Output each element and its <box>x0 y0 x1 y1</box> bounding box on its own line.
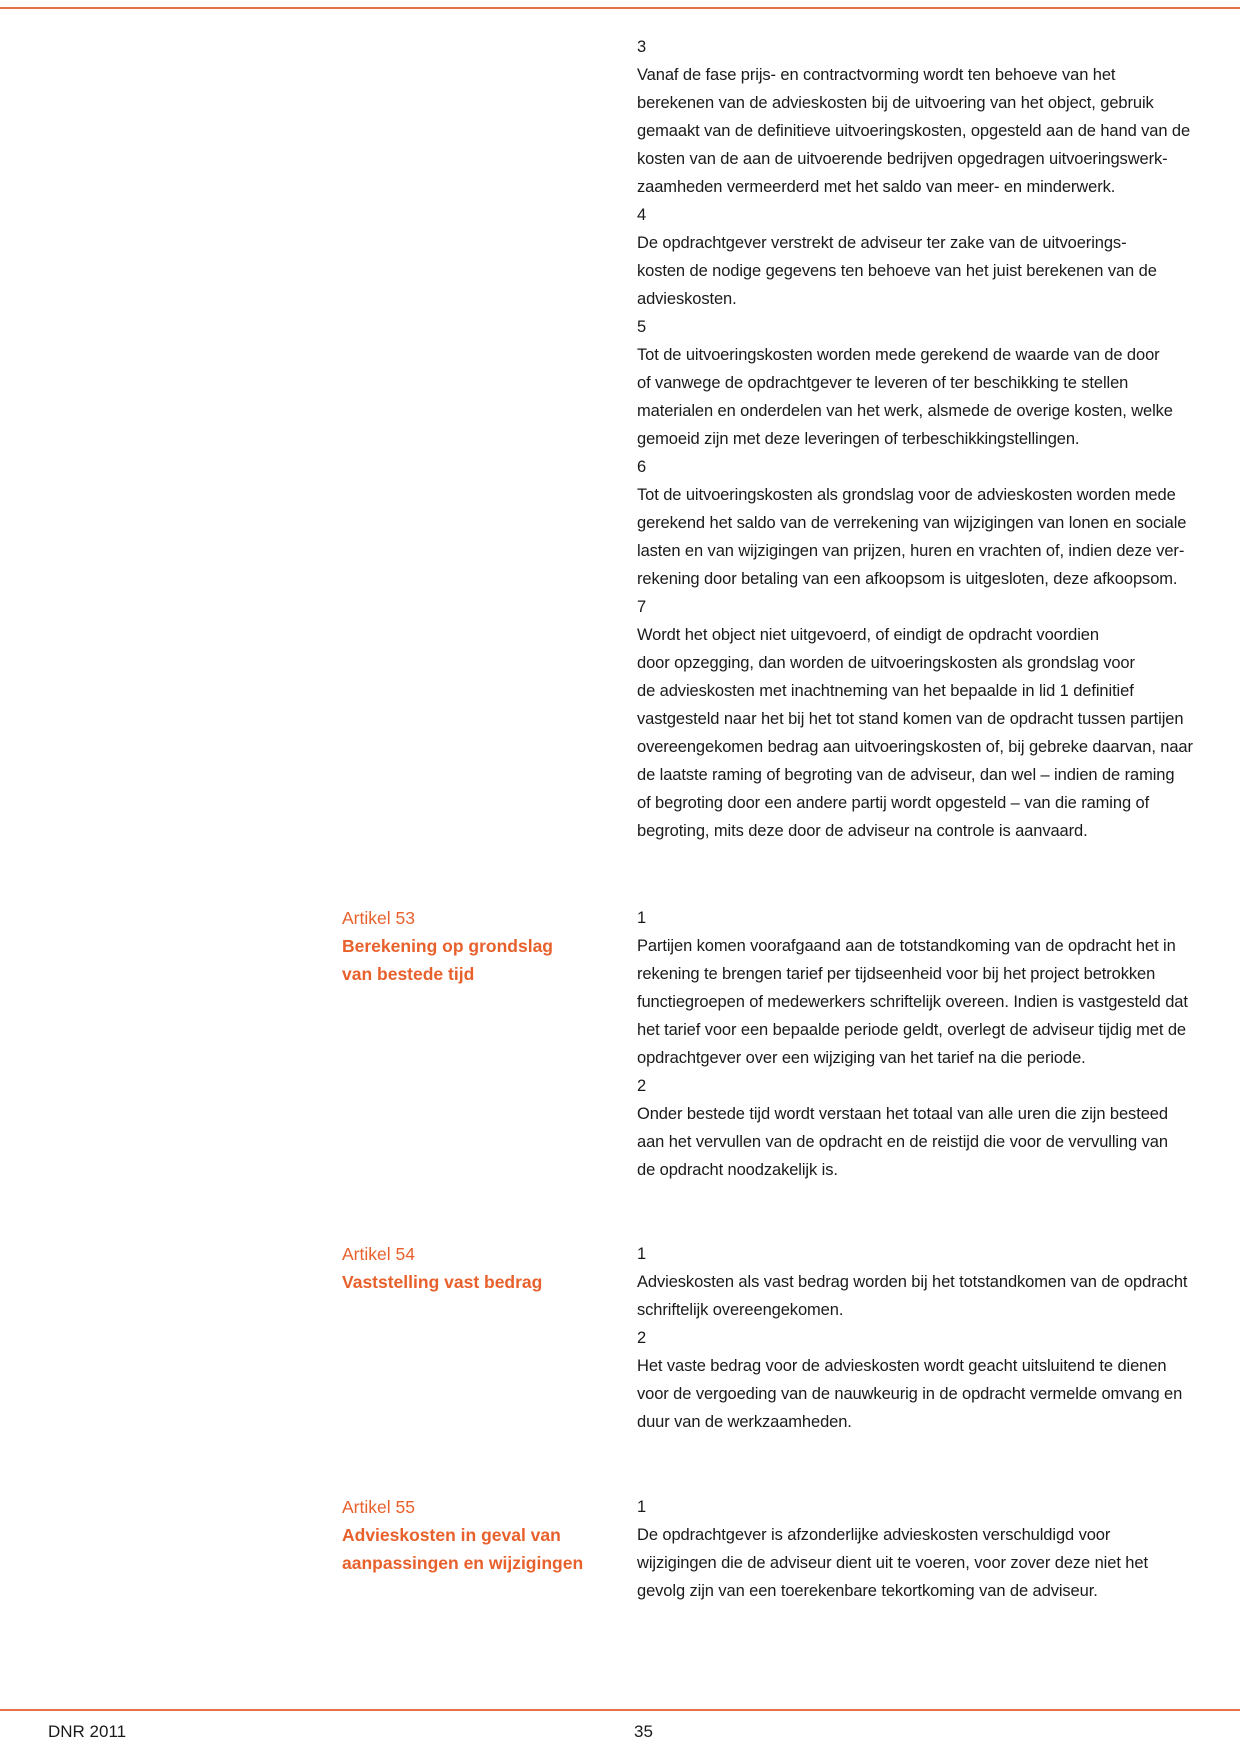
paragraph-number: 1 <box>637 1498 647 1516</box>
paragraph-line: Tot de uitvoeringskosten worden mede gerekend de waarde van de door <box>637 346 1160 364</box>
paragraph-line: Onder bestede tijd wordt verstaan het totaal van alle uren die zijn besteed <box>637 1105 1168 1123</box>
paragraph-number: 6 <box>637 458 647 476</box>
paragraph-number: 3 <box>637 38 647 56</box>
article-55-heading <box>342 1493 602 1577</box>
article-number: Artikel 53 <box>342 908 415 928</box>
article-54-heading <box>342 1240 602 1296</box>
bottom-rule <box>0 1709 1240 1711</box>
paragraph-line: kosten de nodige gegevens ten behoeve van het juist berekenen van de <box>637 262 1157 280</box>
top-rule <box>0 7 1240 9</box>
paragraph-line: Vanaf de fase prijs- en contractvorming wordt ten behoeve van het <box>637 66 1116 84</box>
paragraph-number: 1 <box>637 1245 647 1263</box>
paragraph-number: 5 <box>637 318 647 336</box>
paragraph-line: Partijen komen voorafgaand aan de totstandkoming van de opdracht het in <box>637 937 1176 955</box>
article-title-line: aanpassingen en wijzigingen <box>342 1553 584 1573</box>
paragraph-line: door opzegging, dan worden de uitvoeringskosten als grondslag voor <box>637 654 1135 672</box>
paragraph-line: zaamheden vermeerderd met het saldo van meer- en minderwerk. <box>637 178 1116 196</box>
article-title-line: Advieskosten in geval van <box>342 1525 561 1545</box>
footer-doc-label: DNR 2011 <box>48 1722 127 1741</box>
paragraph-line: rekening te brengen tarief per tijdseenheid voor bij het project betrokken <box>637 965 1156 983</box>
paragraph-number: 1 <box>637 909 647 927</box>
paragraph-line: berekenen van de advieskosten bij de uitvoering van het object, gebruik <box>637 94 1154 112</box>
paragraph-line: gemoeid zijn met deze leveringen of terbeschikkingstellingen. <box>637 430 1080 448</box>
paragraph-line: de laatste raming of begroting van de adviseur, dan wel – indien de raming <box>637 766 1175 784</box>
paragraph-line: materialen en onderdelen van het werk, alsmede de overige kosten, welke <box>637 402 1173 420</box>
paragraph-line: Advieskosten als vast bedrag worden bij het totstandkomen van de opdracht <box>637 1273 1188 1291</box>
paragraph-line: vastgesteld naar het bij het tot stand komen van de opdracht tussen partijen <box>637 710 1184 728</box>
paragraph-line: aan het vervullen van de opdracht en de reistijd die voor de vervulling van <box>637 1133 1168 1151</box>
paragraph-line: De opdrachtgever verstrekt de adviseur ter zake van de uitvoerings- <box>637 234 1127 252</box>
paragraph-line: Wordt het object niet uitgevoerd, of eindigt de opdracht voordien <box>637 626 1099 644</box>
article-53-heading <box>342 904 602 988</box>
paragraph-line: de opdracht noodzakelijk is. <box>637 1161 838 1179</box>
paragraph-line: wijzigingen die de adviseur dient uit te voeren, voor zover deze niet het <box>637 1554 1148 1572</box>
paragraph-line: voor de vergoeding van de nauwkeurig in de opdracht vermelde omvang en <box>637 1385 1183 1403</box>
paragraph-line: opdrachtgever over een wijziging van het tarief na die periode. <box>637 1049 1086 1067</box>
article-54-body <box>637 1240 1197 1436</box>
paragraph-number: 2 <box>637 1077 647 1095</box>
paragraph-number: 4 <box>637 206 647 224</box>
paragraph-line: Het vaste bedrag voor de advieskosten wordt geacht uitsluitend te dienen <box>637 1357 1167 1375</box>
paragraph-line: lasten en van wijzigingen van prijzen, huren en vrachten of, indien deze ver- <box>637 542 1185 560</box>
article-number: Artikel 55 <box>342 1497 415 1517</box>
article-number: Artikel 54 <box>342 1244 415 1264</box>
paragraph-line: het tarief voor een bepaalde periode geldt, overlegt de adviseur tijdig met de <box>637 1021 1186 1039</box>
paragraph-line: De opdrachtgever is afzonderlijke advieskosten verschuldigd voor <box>637 1526 1111 1544</box>
paragraph-line: advieskosten. <box>637 290 737 308</box>
article-title-line: Vaststelling vast bedrag <box>342 1272 543 1292</box>
article-53-body <box>637 904 1197 1184</box>
article-55-body <box>637 1493 1197 1605</box>
paragraph-line: begroting, mits deze door de adviseur na controle is aanvaard. <box>637 822 1088 840</box>
paragraph-line: rekening door betaling van een afkoopsom is uitgesloten, deze afkoopsom. <box>637 570 1178 588</box>
paragraph-number: 2 <box>637 1329 647 1347</box>
paragraph-line: of vanwege de opdrachtgever te leveren of ter beschikking te stellen <box>637 374 1129 392</box>
paragraph-line: de advieskosten met inachtneming van het bepaalde in lid 1 definitief <box>637 682 1134 700</box>
article-title-line: van bestede tijd <box>342 964 475 984</box>
continuation-body <box>637 33 1197 845</box>
paragraph-line: gemaakt van de definitieve uitvoeringskosten, opgesteld aan de hand van de <box>637 122 1191 140</box>
paragraph-line: gevolg zijn van een toerekenbare tekortkoming van de adviseur. <box>637 1582 1098 1600</box>
paragraph-number: 7 <box>637 598 647 616</box>
paragraph-line: duur van de werkzaamheden. <box>637 1413 852 1431</box>
paragraph-line: schriftelijk overeengekomen. <box>637 1301 844 1319</box>
article-title-line: Berekening op grondslag <box>342 936 553 956</box>
paragraph-line: functiegroepen of medewerkers schriftelijk overeen. Indien is vastgesteld dat <box>637 993 1188 1011</box>
paragraph-line: kosten van de aan de uitvoerende bedrijven opgedragen uitvoeringswerk- <box>637 150 1168 168</box>
paragraph-line: Tot de uitvoeringskosten als grondslag voor de advieskosten worden mede <box>637 486 1176 504</box>
paragraph-line: overeengekomen bedrag aan uitvoeringskosten of, bij gebreke daarvan, naar <box>637 738 1193 756</box>
page-number: 35 <box>634 1722 653 1741</box>
paragraph-line: gerekend het saldo van de verrekening van wijzigingen van lonen en sociale <box>637 514 1187 532</box>
paragraph-line: of begroting door een andere partij wordt opgesteld – van die raming of <box>637 794 1150 812</box>
